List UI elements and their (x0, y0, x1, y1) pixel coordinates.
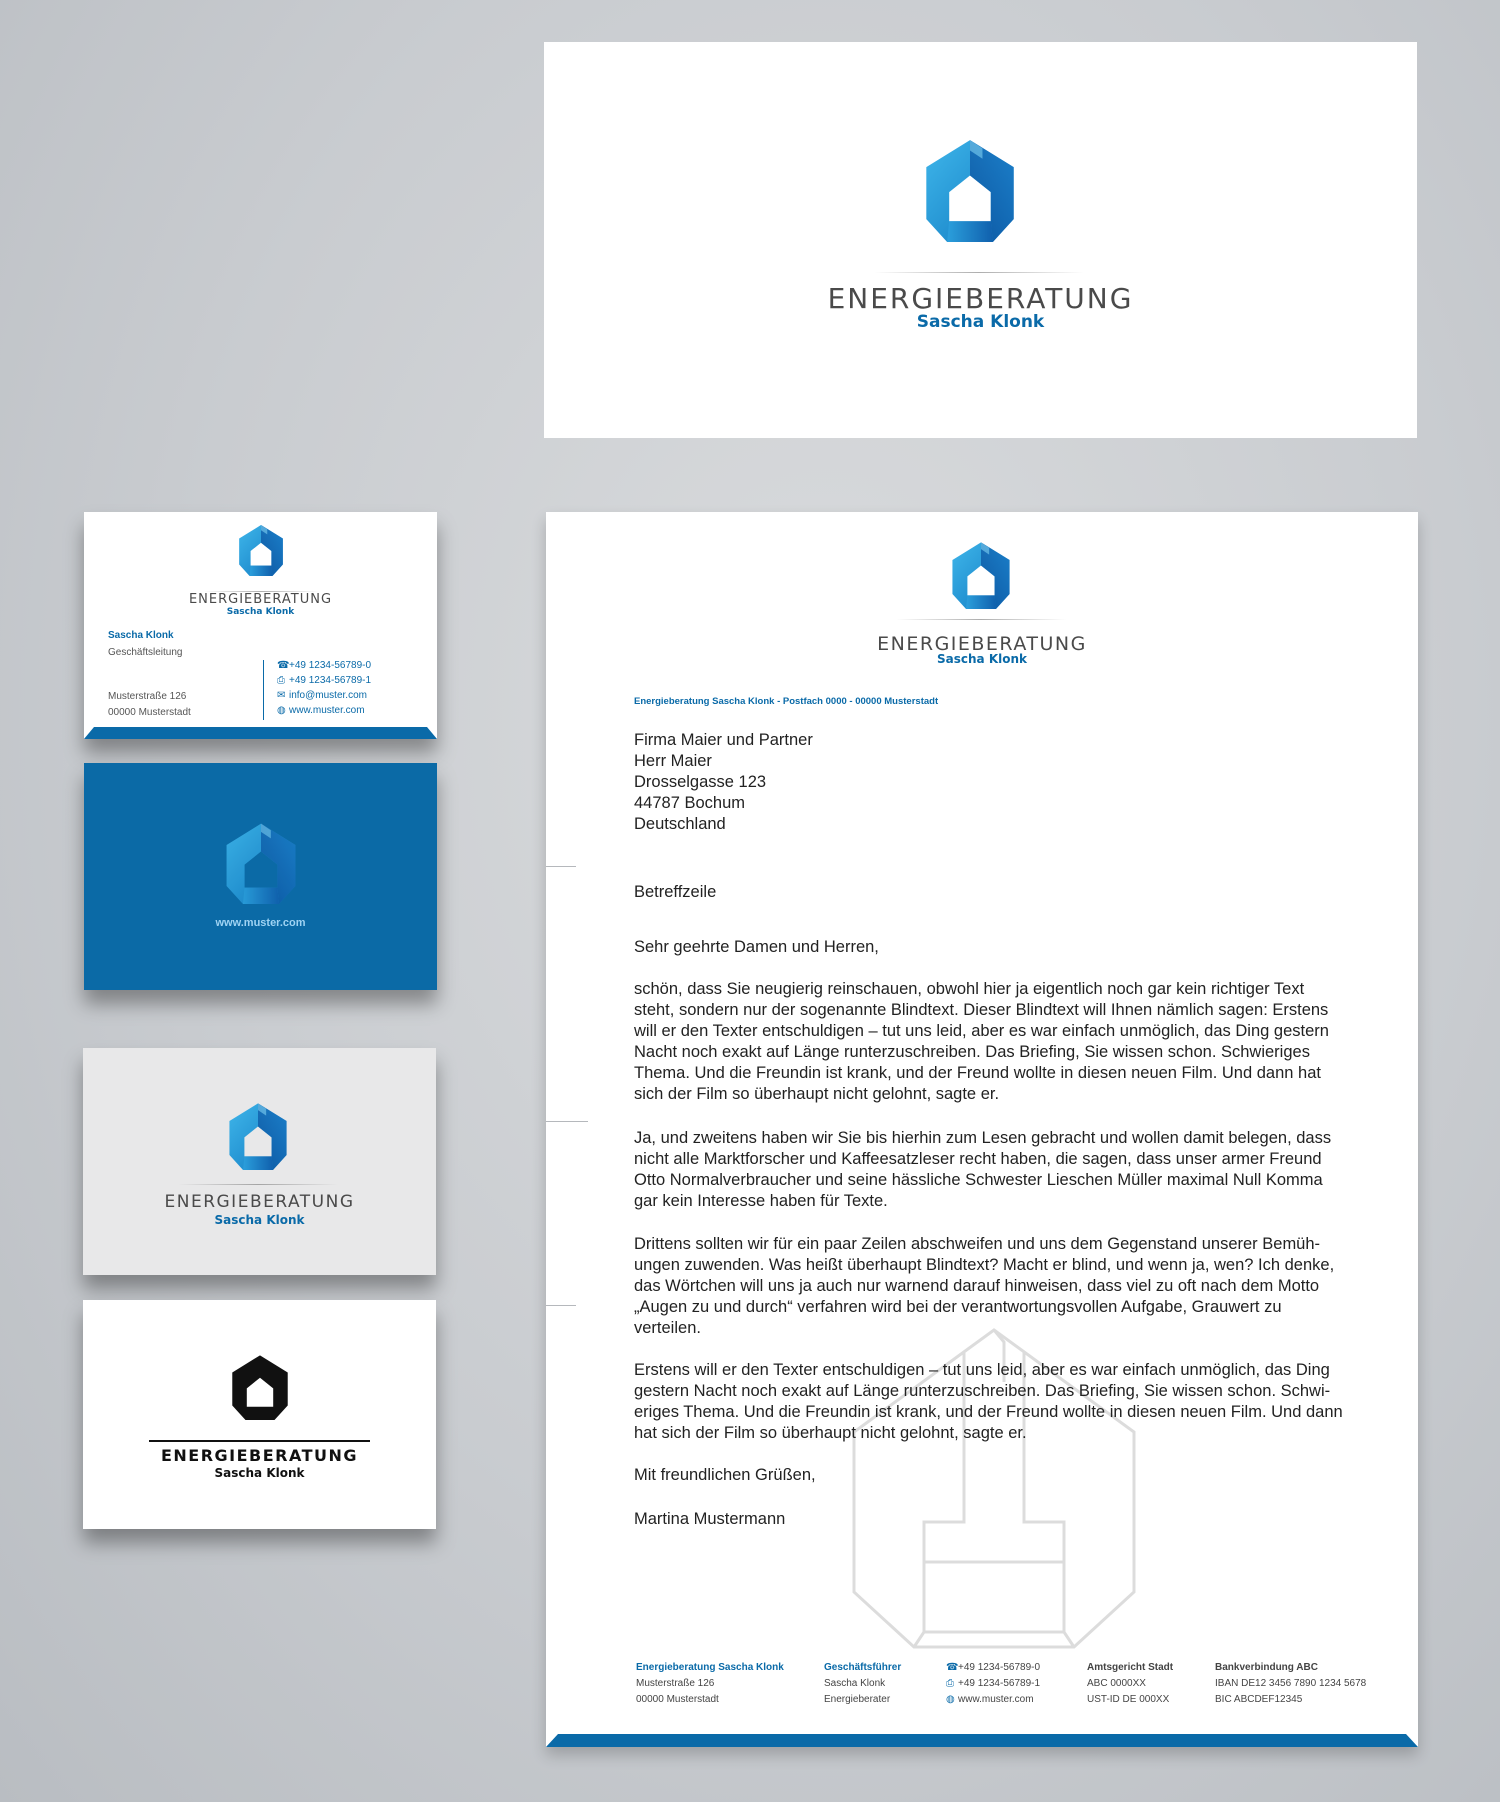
house-logo-icon (918, 138, 1022, 242)
footer-company (636, 1660, 784, 1708)
text-line: Nacht noch exakt auf Länge runterzuschreiben. Das Briefing, Sie wissen schon. Schwieriges (634, 1043, 1310, 1061)
footer-phone[interactable]: +49 1234-56789-0 (958, 1662, 1041, 1673)
text-line: das Wörtchen will uns ja auch nur warnend darauf hinweisen, dass viel zu oft nach dem Motto (634, 1277, 1320, 1295)
card-brand-name: ENERGIEBERATUNG (188, 592, 333, 607)
text-line: sich der Film so überhaupt nicht gelohnt, sagte er. (634, 1085, 1000, 1103)
envelope-brand-name: ENERGIEBERATUNG (827, 282, 1134, 315)
house-logo-icon (227, 1351, 293, 1423)
mono-logo-rule (149, 1440, 370, 1442)
footer-court (1087, 1660, 1173, 1708)
footer-line: Sascha Klonk (824, 1678, 886, 1689)
envelope-brand-sub: Sascha Klonk (916, 312, 1045, 332)
logo-swoosh (874, 272, 1084, 273)
text-line: Erstens will er den Texter entschuldigen – tut uns leid, aber es war einfach unmöglich, das Ding (634, 1361, 1330, 1379)
house-logo-icon (220, 820, 302, 906)
footer-line: IBAN DE12 3456 7890 1234 5678 (1215, 1678, 1367, 1689)
card-role: Geschäftsleitung (108, 647, 183, 658)
text-line: nicht alle Marktforscher und Kaffeesatzleser recht haben, die sagen, dass unser armer Freund (634, 1150, 1322, 1168)
text-line: verteilen. (634, 1319, 701, 1337)
footer-line: UST-ID DE 000XX (1087, 1694, 1170, 1705)
card-email[interactable]: info@muster.com (289, 690, 367, 701)
mono-card-brand-name: ENERGIEBERATUNG (160, 1446, 359, 1465)
text-line: Ja, und zweitens haben wir Sie bis hierhin zum Lesen gebracht und wollen damit belegen, dass (634, 1129, 1332, 1147)
recipient-line: Deutschland (634, 815, 726, 833)
footer-heading: Bankverbindung ABC (1215, 1662, 1318, 1673)
card-phone[interactable]: +49 1234-56789-0 (289, 660, 372, 671)
letter-paragraph-2 (634, 1128, 1331, 1212)
footer-heading: Geschäftsführer (824, 1662, 902, 1673)
business-card-front (84, 512, 437, 739)
recipient-line: Firma Maier und Partner (634, 731, 813, 749)
grey-card-brand-sub: Sascha Klonk (214, 1213, 305, 1227)
letter-sender-line: Energieberatung Sascha Klonk - Postfach 0000 - 00000 Musterstadt (634, 696, 939, 707)
footer-bank (1215, 1660, 1366, 1708)
envelope (544, 42, 1417, 438)
text-line: eriges Thema. Und die Freundin ist krank, und der Freund wollte in diesen neuen Film. Und dann (634, 1403, 1343, 1421)
recipient-line: 44787 Bochum (634, 794, 745, 812)
letter-closing: Mit freundlichen Grüßen, (634, 1466, 816, 1484)
footer-line: Energieberater (824, 1694, 891, 1705)
letter-recipient (634, 730, 813, 835)
text-line: ungen zuwenden. Was heißt überhaupt Blindtext? Macht er blind, und wenn ja, wen? Ich denke, (634, 1256, 1335, 1274)
card-bottom-stripe (84, 727, 437, 739)
card-person-name: Sascha Klonk (108, 630, 174, 641)
logo-card-monochrome (83, 1300, 436, 1529)
text-line: Otto Normalverbraucher und seine hässliche Schwester Lieschen Müller maximal Null Komma (634, 1171, 1323, 1189)
logo-swoosh (178, 1184, 338, 1185)
letter-subject: Betreffzeile (634, 883, 717, 901)
house-logo-icon (947, 539, 1015, 611)
phone-icon: ☎ (946, 1662, 959, 1673)
footer-web[interactable]: www.muster.com (958, 1694, 1034, 1705)
letter-paragraph-4 (634, 1360, 1343, 1444)
fold-mark (546, 1305, 576, 1306)
fax-icon: ⎙ (946, 1678, 954, 1689)
card-divider (263, 660, 264, 720)
text-line: steht, sondern nur der sogenannte Blindtext. Dieser Blindtext will Ihnen nämlich sagen: Erstens (634, 1001, 1329, 1019)
globe-icon: ◍ (277, 705, 286, 716)
house-logo-icon (235, 522, 287, 578)
card-street: Musterstraße 126 (108, 691, 187, 702)
footer-heading: Amtsgericht Stadt (1087, 1662, 1174, 1673)
logo-swoosh (896, 619, 1066, 620)
grey-card-brand-name: ENERGIEBERATUNG (164, 1192, 355, 1212)
text-line: Drittens sollten wir für ein paar Zeilen abschweifen und uns dem Gegenstand unserer Bemüh- (634, 1235, 1321, 1253)
footer-line: 00000 Musterstadt (636, 1694, 719, 1705)
footer-heading: Energieberatung Sascha Klonk (636, 1662, 784, 1673)
footer-fax: +49 1234-56789-1 (958, 1678, 1041, 1689)
recipient-line: Drosselgasse 123 (634, 773, 767, 791)
card-fax: +49 1234-56789-1 (289, 675, 372, 686)
logo-card-grey (83, 1048, 436, 1275)
letterhead (546, 512, 1418, 1747)
phone-icon: ☎ (277, 660, 290, 671)
letter-signature: Martina Mustermann (634, 1510, 786, 1528)
footer-line: BIC ABCDEF12345 (1215, 1694, 1303, 1705)
fold-mark (546, 866, 576, 867)
letter-brand-name: ENERGIEBERATUNG (877, 633, 1087, 655)
card-web[interactable]: www.muster.com (289, 705, 365, 716)
letter-paragraph-1 (634, 979, 1329, 1105)
text-line: hat sich der Film so überhaupt nicht gelohnt, sagte er. (634, 1424, 1027, 1442)
card-brand-sub: Sascha Klonk (226, 607, 295, 617)
mono-card-brand-sub: Sascha Klonk (214, 1466, 305, 1480)
text-line: gestern Nacht noch exakt auf Länge runterzuschreiben. Das Briefing, Sie wissen schon. Schwi- (634, 1382, 1331, 1400)
fold-mark (546, 1121, 588, 1122)
recipient-line: Herr Maier (634, 752, 712, 770)
text-line: will er den Texter entschuldigen – tut uns leid, aber es war einfach unmöglich, das Ding gestern (634, 1022, 1329, 1040)
card-city: 00000 Musterstadt (108, 707, 191, 718)
card-contact (277, 658, 371, 718)
mail-icon: ✉ (277, 690, 286, 701)
text-line: gar kein Interesse haben für Texte. (634, 1192, 888, 1210)
letter-brand-sub: Sascha Klonk (937, 652, 1027, 666)
footer-line: Musterstraße 126 (636, 1678, 715, 1689)
letter-paragraph-3 (634, 1234, 1334, 1339)
footer-contact (946, 1660, 1040, 1708)
footer-line: ABC 0000XX (1087, 1678, 1146, 1689)
letter-salutation: Sehr geehrte Damen und Herren, (634, 938, 879, 956)
text-line: „Augen zu und durch“ verfahren wird bei der verantwortungsvollen Aufgabe, Grauwert zu (634, 1298, 1282, 1316)
globe-icon: ◍ (946, 1694, 955, 1705)
house-logo-icon (224, 1099, 292, 1173)
text-line: Thema. Und die Freundin ist krank, und der Freund wollte in diesen neuen Film. Und dann hat (634, 1064, 1321, 1082)
card-back-url[interactable]: www.muster.com (215, 917, 306, 929)
text-line: schön, dass Sie neugierig reinschauen, obwohl hier ja eigentlich noch gar kein richtiger Text (634, 980, 1305, 998)
letter-bottom-stripe (546, 1734, 1418, 1747)
business-card-back (84, 763, 437, 990)
footer-manager (824, 1660, 901, 1708)
fax-icon: ⎙ (277, 675, 285, 686)
